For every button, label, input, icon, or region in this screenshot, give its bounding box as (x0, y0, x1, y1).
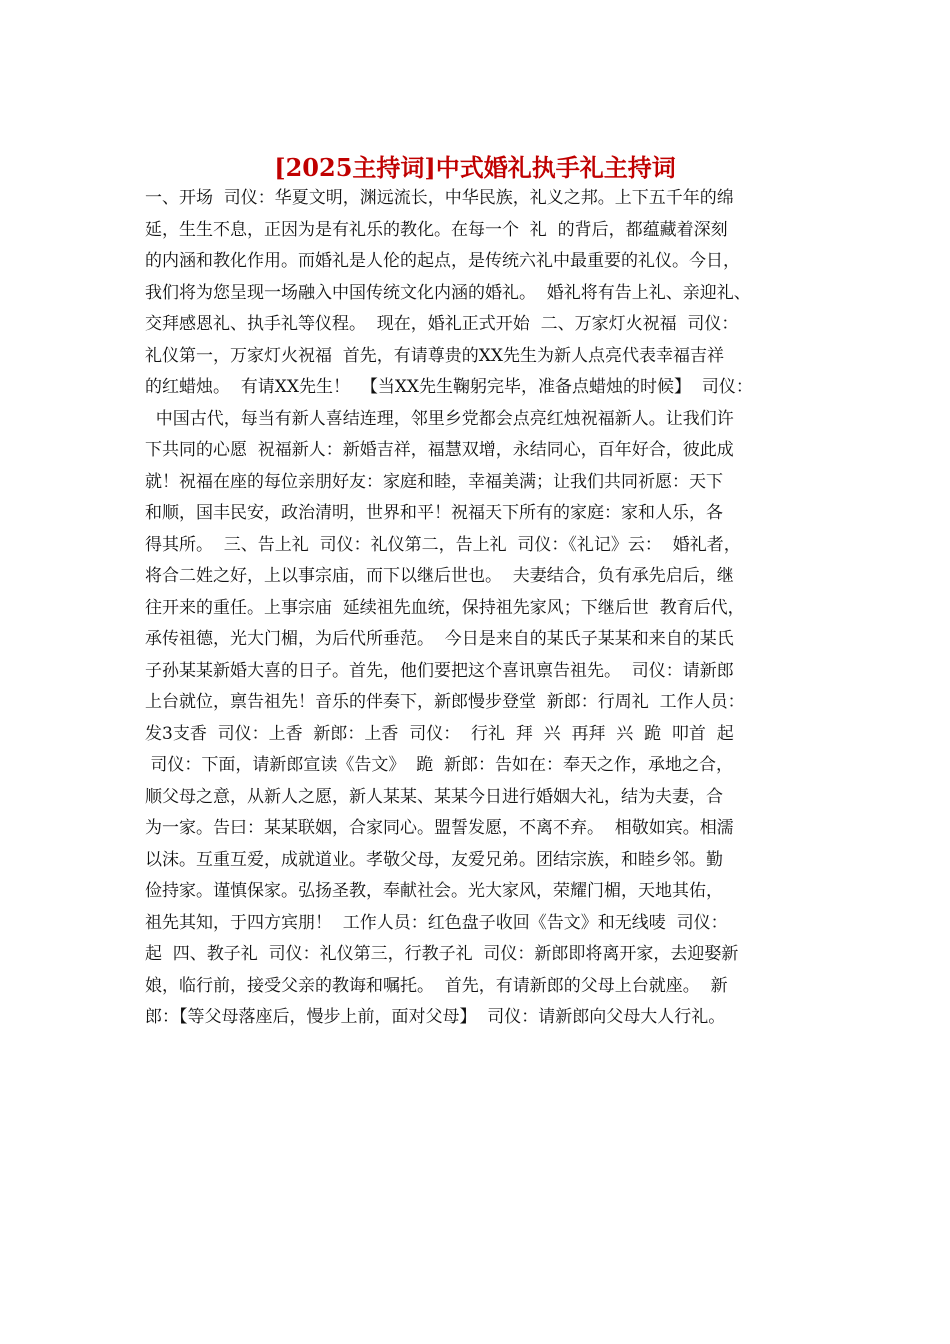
body-line: 一、开场 司仪：华夏文明，渊远流长，中华民族，礼义之邦。上下五千年的绵 (145, 188, 734, 208)
body-line: 为一家。告曰：某某联姻，合家同心。盟誓发愿，不离不弃。 相敬如宾。相濡 (145, 818, 734, 838)
body-line: 司仪：下面，请新郎宣读《告文》 跪 新郎：告如在：奉天之作，承地之合， (145, 755, 734, 775)
body-line: 发3支香 司仪：上香 新郎：上香 司仪： 行礼 拜 兴 再拜 兴 跪 叩首 起 (145, 723, 734, 744)
body-line: 就！祝福在座的每位亲朋好友：家庭和睦，幸福美满；让我们共同祈愿：天下 (145, 471, 723, 492)
body-line: 承传祖德，光大门楣，为后代所垂范。 今日是来自的某氏子某某和来自的某氏 (145, 629, 734, 649)
body-line: 得其所。 三、告上礼 司仪：礼仪第二，告上礼 司仪：《礼记》云： 婚礼者， (145, 534, 741, 555)
body-line: 延，生生不息，正因为是有礼乐的教化。在每一个 礼 的背后，都蕴藏着深刻 (145, 219, 728, 240)
body-line: 娘，临行前，接受父亲的教诲和嘱托。 首先，有请新郎的父母上台就座。 新 (145, 975, 728, 996)
body-line: 起 四、教子礼 司仪：礼仪第三，行教子礼 司仪：新郎即将离开家，去迎娶新 (145, 944, 739, 964)
body-line: 将合二姓之好，上以事宗庙，而下以继后世也。 夫妻结合，负有承先启后，继 (145, 566, 734, 586)
body-line: 我们将为您呈现一场融入中国传统文化内涵的婚礼。 婚礼将有告上礼、亲迎礼、 (145, 282, 751, 303)
document-body (145, 183, 825, 1034)
body-line: 和顺，国丰民安，政治清明，世界和平！祝福天下所有的家庭：家和人乐，各 (145, 503, 723, 523)
body-line: 上台就位，禀告祖先！音乐的伴奏下，新郎慢步登堂 新郎：行周礼 工作人员： (145, 692, 745, 712)
body-line: 的内涵和教化作用。而婚礼是人伦的起点，是传统六礼中最重要的礼仪。今日， (145, 251, 740, 271)
body-line: 子孙某某新婚大喜的日子。首先，他们要把这个喜讯禀告祖先。 司仪：请新郎 (145, 660, 734, 681)
body-line: 中国古代，每当有新人喜结连理，邻里乡党都会点亮红烛祝福新人。让我们许 (145, 408, 734, 429)
body-line: 下共同的心愿 祝福新人：新婚吉祥，福慧双增，永结同心，百年好合，彼此成 (145, 440, 734, 460)
body-line: 俭持家。谨慎保家。弘扬圣教，奉献社会。光大家风，荣耀门楣，天地其佑， (145, 881, 723, 901)
body-line: 顺父母之意，从新人之愿，新人某某、某某今日进行婚姻大礼，结为夫妻，合 (145, 786, 723, 807)
body-line: 礼仪第一，万家灯火祝福 首先，有请尊贵的XX先生为新人点亮代表幸福吉祥 (145, 345, 725, 366)
body-line: 祖先其知，于四方宾朋！ 工作人员：红色盘子收回《告文》和无线唛 司仪： (145, 912, 728, 933)
body-line: 以沫。互重互爱，成就道业。孝敬父母，友爱兄弟。团结宗族，和睦乡邻。勤 (145, 849, 723, 870)
body-line: 的红蜡烛。 有请XX先生！ 【当XX先生鞠躬完毕，准备点蜡烛的时候】 司仪： (145, 377, 753, 397)
body-line: 往开来的重任。上事宗庙 延续祖先血统，保持祖先家风；下继后世 教育后代， (145, 597, 745, 618)
document-title: [2025主持词]中式婚礼执手礼主持词 (274, 153, 676, 182)
body-line: 交拜感恩礼、执手礼等仪程。 现在，婚礼正式开始 二、万家灯火祝福 司仪： (145, 314, 739, 334)
body-line: 郎：【等父母落座后，慢步上前，面对父母】 司仪：请新郎向父母大人行礼。 (145, 1007, 726, 1027)
